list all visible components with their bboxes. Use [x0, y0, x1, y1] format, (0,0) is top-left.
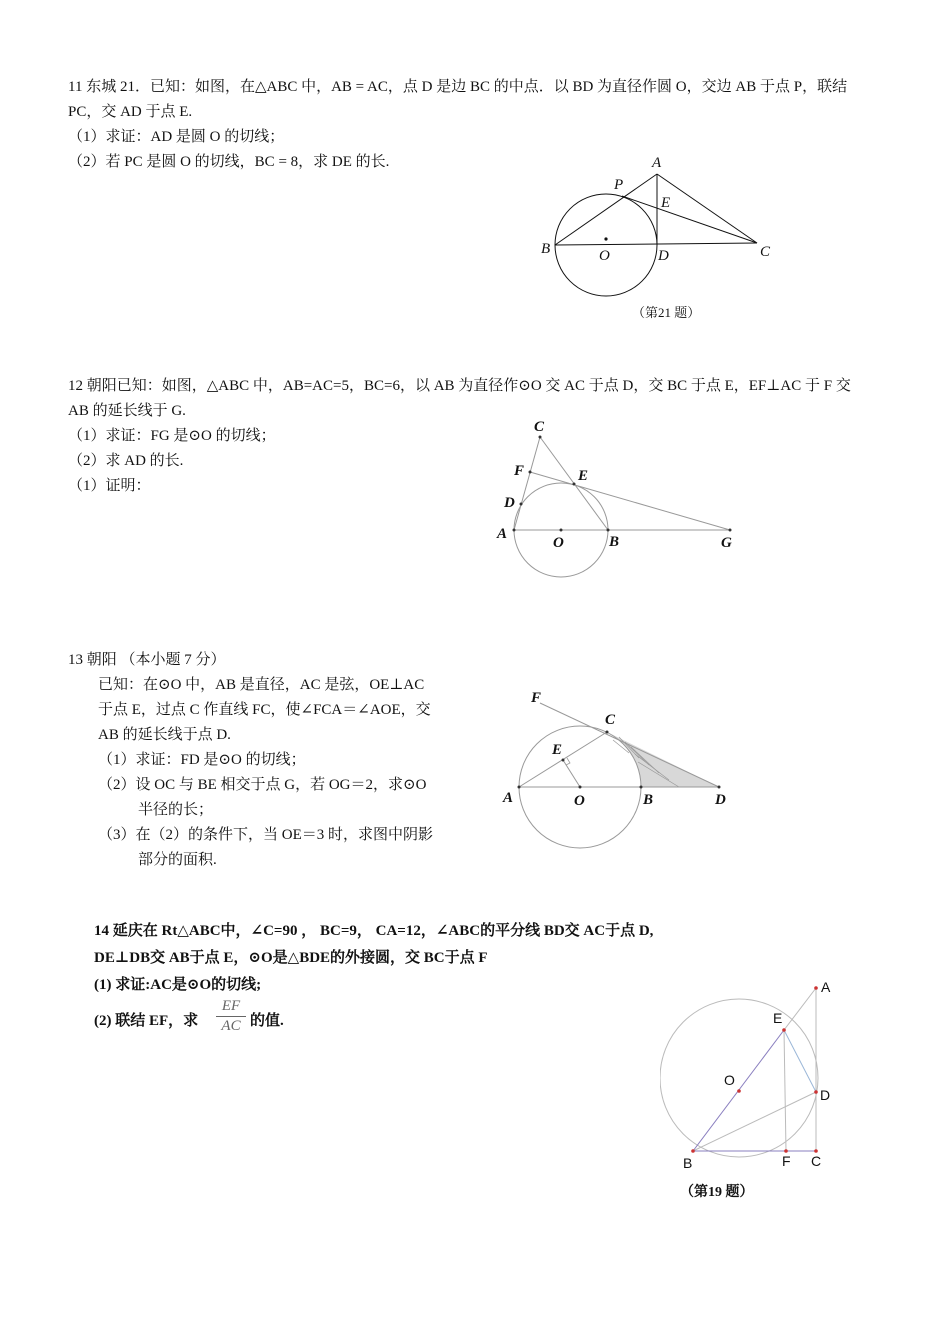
- p12-point-e: [573, 483, 576, 486]
- p11-seg-bc: [555, 243, 757, 245]
- p13-title: 13 朝阳 （本小题 7 分）: [68, 652, 226, 668]
- p11-figure: [530, 150, 790, 305]
- p13-label-b: B: [643, 792, 654, 808]
- p14-point-d: [814, 1090, 818, 1094]
- p13-point-d: [718, 786, 721, 789]
- p12-seg-fg: [530, 472, 730, 530]
- p14-label-f: F: [782, 1153, 791, 1169]
- p13-l3: AB 的延长线于点 D.: [98, 727, 231, 743]
- p14-figure: [660, 972, 860, 1172]
- p14-circle-o: [660, 999, 818, 1157]
- p13-label-c: C: [605, 712, 616, 728]
- p13-point-a: [518, 786, 521, 789]
- p13-l2: 于点 E，过点 C 作直线 FC，使∠FCA＝∠AOE，交: [98, 702, 431, 718]
- p14-label-c: C: [811, 1153, 822, 1169]
- p12-figure: [490, 410, 750, 585]
- p11-label-d: D: [658, 248, 669, 264]
- p14-seg-ef: [784, 1030, 786, 1151]
- p14-seg-ea: [784, 988, 816, 1030]
- p13-q3b: 部分的面积.: [138, 852, 217, 868]
- p14-frac-num: EF: [221, 998, 241, 1014]
- p13-point-o: [579, 786, 582, 789]
- p14-label-a: A: [821, 979, 831, 995]
- p11-q2: （2）若 PC 是圆 O 的切线，BC = 8，求 DE 的长.: [68, 154, 390, 170]
- p11-line2: PC，交 AD 于点 E.: [68, 104, 193, 120]
- p11-label-c: C: [760, 244, 771, 260]
- p14-caption: （第19 题）: [680, 1185, 754, 1200]
- p14-label-e: E: [773, 1010, 783, 1026]
- p11-label-o: O: [599, 248, 610, 264]
- p14-point-e: [782, 1028, 786, 1032]
- p12-q2: （2）求 AD 的长.: [68, 453, 184, 469]
- p11-label-e: E: [661, 195, 671, 211]
- p13-point-b: [640, 786, 643, 789]
- p14-frac-den: AC: [221, 1018, 241, 1034]
- p13-l1: 已知：在⊙O 中，AB 是直径，AC 是弦，OE⊥AC: [98, 677, 425, 693]
- p14-point-o: [737, 1089, 741, 1093]
- p12-label-e: E: [578, 468, 589, 484]
- p14-fraction: [216, 998, 246, 1035]
- p12-point-g: [729, 529, 732, 532]
- p14-line2: DE⊥DB交 AB于点 E，⊙O是△BDE的外接圆，交 BC于点 F: [94, 950, 488, 966]
- p11-label-p: P: [614, 177, 624, 193]
- p13-q2a: （2）设 OC 与 BE 相交于点 G，若 OG＝2，求⊙O: [98, 777, 427, 793]
- p13-seg-fd: [540, 703, 719, 787]
- p12-point-a: [513, 529, 516, 532]
- p12-label-d: D: [504, 495, 515, 511]
- p12-label-g: G: [721, 535, 732, 551]
- p13-label-a: A: [503, 790, 514, 806]
- p14-seg-ed: [784, 1030, 816, 1092]
- p13-label-o: O: [574, 793, 585, 809]
- p14-point-b: [691, 1149, 695, 1153]
- p13-point-c: [606, 731, 609, 734]
- p14-line1: 14 延庆在 Rt△ABC中，∠C=90 ， BC=9， CA=12，∠ABC的平分线 BD交 AC于点 D,: [94, 923, 654, 939]
- p13-point-e: [562, 759, 565, 762]
- p12-point-d: [520, 503, 523, 506]
- p11-q1: （1）求证：AD 是圆 O 的切线；: [68, 129, 285, 145]
- p13-seg-oe: [563, 760, 580, 787]
- p14-label-b: B: [683, 1155, 693, 1171]
- p11-label-b: B: [541, 241, 551, 257]
- p12-label-f: F: [514, 463, 525, 479]
- p11-line1: 11 东城 21．已知：如图，在△ABC 中，AB = AC，点 D 是边 BC 的中点．以 BD 为直径作圆 O，交边 AB 于点 P，联结: [68, 79, 848, 95]
- p13-q1: （1）求证：FD 是⊙O 的切线；: [98, 752, 306, 768]
- p12-q3: （1）证明：: [68, 478, 151, 494]
- p12-q1: （1）求证：FG 是⊙O 的切线；: [68, 428, 276, 444]
- p11-caption: （第21 题）: [632, 305, 701, 320]
- p12-point-b: [607, 529, 610, 532]
- p14-q2-suffix: 的值.: [250, 1013, 284, 1029]
- p14-label-o: O: [724, 1072, 735, 1088]
- p13-label-d: D: [715, 792, 726, 808]
- p13-label-f: F: [531, 690, 542, 706]
- p12-label-b: B: [609, 534, 620, 550]
- p12-point-f: [529, 471, 532, 474]
- p13-label-e: E: [552, 742, 563, 758]
- p14-q1: (1) 求证:AC是⊙O的切线;: [94, 977, 262, 993]
- p12-line2: AB 的延长线于 G.: [68, 403, 186, 419]
- p13-q2b: 半径的长；: [138, 802, 214, 818]
- p12-label-o: O: [553, 535, 564, 551]
- p13-figure: [495, 680, 745, 855]
- p12-label-a: A: [497, 526, 508, 542]
- p14-point-a: [814, 986, 818, 990]
- p14-seg-bd: [693, 1092, 816, 1151]
- p11-seg-ac: [657, 174, 757, 243]
- p11-seg-ab: [555, 174, 657, 245]
- p12-line1: 12 朝阳已知：如图，△ABC 中，AB=AC=5，BC=6，以 AB 为直径作⊙O 交 AC 于点 D，交 BC 于点 E，EF⊥AC 于 F 交: [68, 378, 851, 394]
- p14-q2-prefix: (2) 联结 EF，求: [94, 1013, 199, 1029]
- p12-point-c: [539, 436, 542, 439]
- p14-frac-bar: [216, 1016, 246, 1017]
- p13-right-angle-mark: [566, 758, 570, 765]
- p13-q3a: （3）在（2）的条件下，当 OE＝3 时，求图中阴影: [98, 827, 433, 843]
- p12-label-c: C: [534, 419, 545, 435]
- p11-seg-pc: [622, 196, 757, 243]
- p12-point-o: [560, 529, 563, 532]
- p11-label-a: A: [652, 155, 662, 171]
- p14-label-d: D: [820, 1087, 831, 1103]
- p12-seg-ac: [514, 437, 540, 530]
- p11-point-o: [604, 237, 607, 240]
